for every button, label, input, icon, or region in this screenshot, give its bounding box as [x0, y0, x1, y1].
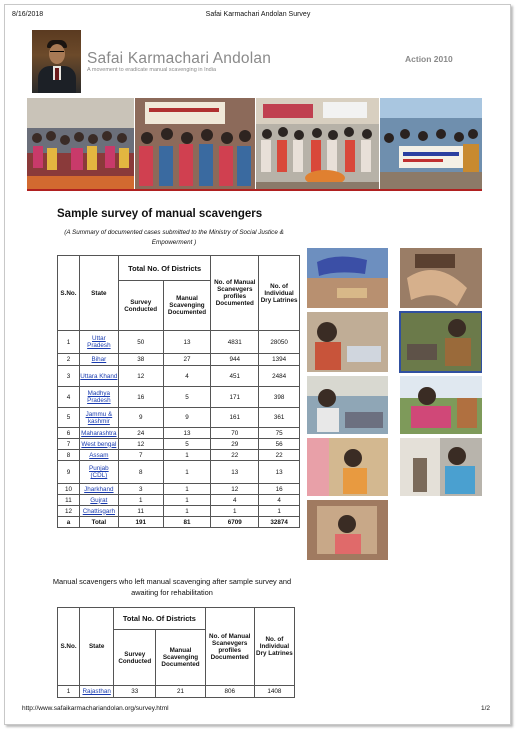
table-row — [58, 495, 300, 506]
table-row — [58, 366, 300, 387]
state-link[interactable]: Assam — [79, 450, 118, 461]
total-sno: a — [58, 517, 80, 528]
col-survey-header: Survey Conducted — [118, 281, 163, 331]
col-sno-header: S.No. — [58, 256, 80, 331]
cell-documented: 5 — [163, 439, 211, 450]
cell-survey: 12 — [118, 366, 163, 387]
cell-latrines: 361 — [259, 408, 300, 428]
col-profiles-header: No. of Manual Scanevgers profiles Documented — [205, 608, 254, 686]
cell-profiles: 451 — [211, 366, 259, 387]
state-link[interactable]: Punjab (CDL) — [79, 461, 118, 484]
total-survey: 191 — [118, 517, 163, 528]
cell-latrines: 1 — [259, 506, 300, 517]
total-row — [58, 517, 300, 528]
cell-survey: 1 — [118, 495, 163, 506]
districts-group-header: Total No. Of Districts — [114, 608, 205, 630]
org-tagline: A movement to eradicate manual scavenging in India — [87, 67, 217, 73]
cell-sno: 5 — [58, 408, 80, 428]
cell-survey: 9 — [118, 408, 163, 428]
cell-latrines: 75 — [259, 428, 300, 439]
table-row — [58, 331, 300, 354]
cell-sno: 12 — [58, 506, 80, 517]
cell-documented: 27 — [163, 354, 211, 366]
districts-group-header: Total No. Of Districts — [118, 256, 211, 281]
cell-documented: 1 — [163, 461, 211, 484]
cell-latrines: 16 — [259, 484, 300, 495]
cell-profiles: 70 — [211, 428, 259, 439]
cell-profiles: 4831 — [211, 331, 259, 354]
cell-sno: 1 — [58, 331, 80, 354]
cell-latrines: 4 — [259, 495, 300, 506]
col-latrines-header: No. of Individual Dry Latrines — [259, 256, 300, 331]
cell-profiles: 944 — [211, 354, 259, 366]
rehab-title: Manual scavengers who left manual scavenging after sample survey and awaiting for rehabilitation — [52, 577, 292, 597]
cell-documented: 1 — [163, 450, 211, 461]
table-row — [58, 387, 300, 408]
state-link[interactable]: Jammu & kashmir — [79, 408, 118, 428]
state-link[interactable]: West bengal — [79, 439, 118, 450]
table-row — [58, 484, 300, 495]
col-documented-header: Manual Scavenging Documented — [156, 630, 205, 686]
founder-portrait — [32, 30, 81, 93]
cell-profiles: 1 — [211, 506, 259, 517]
state-link[interactable]: Uttara Khand — [79, 366, 118, 387]
cell-documented: 4 — [163, 366, 211, 387]
cell-survey: 8 — [118, 461, 163, 484]
survey-title: Sample survey of manual scavengers — [57, 208, 263, 220]
cell-survey: 50 — [118, 331, 163, 354]
table-row — [58, 428, 300, 439]
table-row — [58, 506, 300, 517]
col-sno-header: S.No. — [58, 608, 80, 686]
cell-survey: 16 — [118, 387, 163, 408]
cell-documented: 1 — [163, 484, 211, 495]
cell-sno: 4 — [58, 387, 80, 408]
state-link[interactable]: Gujrat — [79, 495, 118, 506]
total-profiles: 6709 — [211, 517, 259, 528]
cell-sno: 9 — [58, 461, 80, 484]
table-row — [58, 408, 300, 428]
cell-survey: 38 — [118, 354, 163, 366]
table-row — [58, 450, 300, 461]
campaign-label: Action 2010 — [405, 54, 453, 64]
print-title: Safai Karmachari Andolan Survey — [205, 11, 311, 18]
cell-latrines: 1394 — [259, 354, 300, 366]
rehab-table — [57, 607, 295, 698]
cell-profiles: 12 — [211, 484, 259, 495]
cell-latrines: 1408 — [254, 686, 294, 698]
state-link[interactable]: Jharkhand — [79, 484, 118, 495]
cell-latrines: 2484 — [259, 366, 300, 387]
cell-survey: 3 — [118, 484, 163, 495]
banner-divider — [27, 189, 482, 191]
cell-latrines: 56 — [259, 439, 300, 450]
photo-collage — [307, 248, 482, 560]
state-link[interactable]: Madhya Pradesh — [79, 387, 118, 408]
print-date: 8/16/2018 — [12, 11, 44, 18]
total-state: Total — [79, 517, 118, 528]
state-link[interactable]: Uttar Pradesh — [79, 331, 118, 354]
banner-photos — [27, 98, 482, 190]
print-footer-url: http://www.safaikarmachariandolan.org/survey.html — [22, 705, 169, 712]
cell-latrines: 398 — [259, 387, 300, 408]
org-name: Safai Karmachari Andolan — [87, 50, 272, 67]
total-latrines: 32874 — [259, 517, 300, 528]
cell-sno: 8 — [58, 450, 80, 461]
cell-latrines: 13 — [259, 461, 300, 484]
cell-profiles: 4 — [211, 495, 259, 506]
col-survey-header: Survey Conducted — [114, 630, 156, 686]
cell-sno: 7 — [58, 439, 80, 450]
state-link[interactable]: Chattisgarh — [79, 506, 118, 517]
cell-profiles: 161 — [211, 408, 259, 428]
cell-documented: 5 — [163, 387, 211, 408]
cell-documented: 13 — [163, 331, 211, 354]
cell-survey: 12 — [118, 439, 163, 450]
cell-documented: 9 — [163, 408, 211, 428]
cell-profiles: 29 — [211, 439, 259, 450]
print-footer-page: 1/2 — [480, 705, 490, 712]
cell-documented: 1 — [163, 506, 211, 517]
cell-survey: 7 — [118, 450, 163, 461]
cell-sno: 6 — [58, 428, 80, 439]
banner-photo-strip — [27, 98, 482, 190]
cell-documented: 1 — [163, 495, 211, 506]
cell-sno: 1 — [58, 686, 80, 698]
cell-profiles: 13 — [211, 461, 259, 484]
col-documented-header: Manual Scavenging Documented — [163, 281, 211, 331]
cell-sno: 2 — [58, 354, 80, 366]
col-state-header: State — [80, 608, 114, 686]
cell-sno: 3 — [58, 366, 80, 387]
cell-profiles: 171 — [211, 387, 259, 408]
table-row — [58, 439, 300, 450]
state-link[interactable]: Maharashtra — [81, 429, 117, 437]
cell-documented: 21 — [156, 686, 205, 698]
survey-table — [57, 255, 300, 528]
cell-survey: 11 — [118, 506, 163, 517]
state-link[interactable]: Rajasthan — [80, 686, 114, 698]
cell-sno: 10 — [58, 484, 80, 495]
col-latrines-header: No. of Individual Dry Latrines — [254, 608, 294, 686]
col-state-header: State — [79, 256, 118, 331]
state-link[interactable]: Bihar — [79, 354, 118, 366]
cell-profiles: 806 — [205, 686, 254, 698]
table-row — [58, 354, 300, 366]
cell-sno: 11 — [58, 495, 80, 506]
survey-note: (A Summary of documented cases submitted to the Ministry of Social Justice & Empowerment ) — [64, 229, 284, 246]
total-documented: 81 — [163, 517, 211, 528]
col-profiles-header: No. of Manual Scanevgers profiles Documented — [211, 256, 259, 331]
table-row — [58, 461, 300, 484]
cell-latrines: 22 — [259, 450, 300, 461]
cell-survey: 33 — [114, 686, 156, 698]
cell-profiles: 22 — [211, 450, 259, 461]
table-row — [58, 686, 295, 698]
cell-survey: 24 — [118, 428, 163, 439]
cell-latrines: 28050 — [259, 331, 300, 354]
cell-documented: 13 — [163, 428, 211, 439]
